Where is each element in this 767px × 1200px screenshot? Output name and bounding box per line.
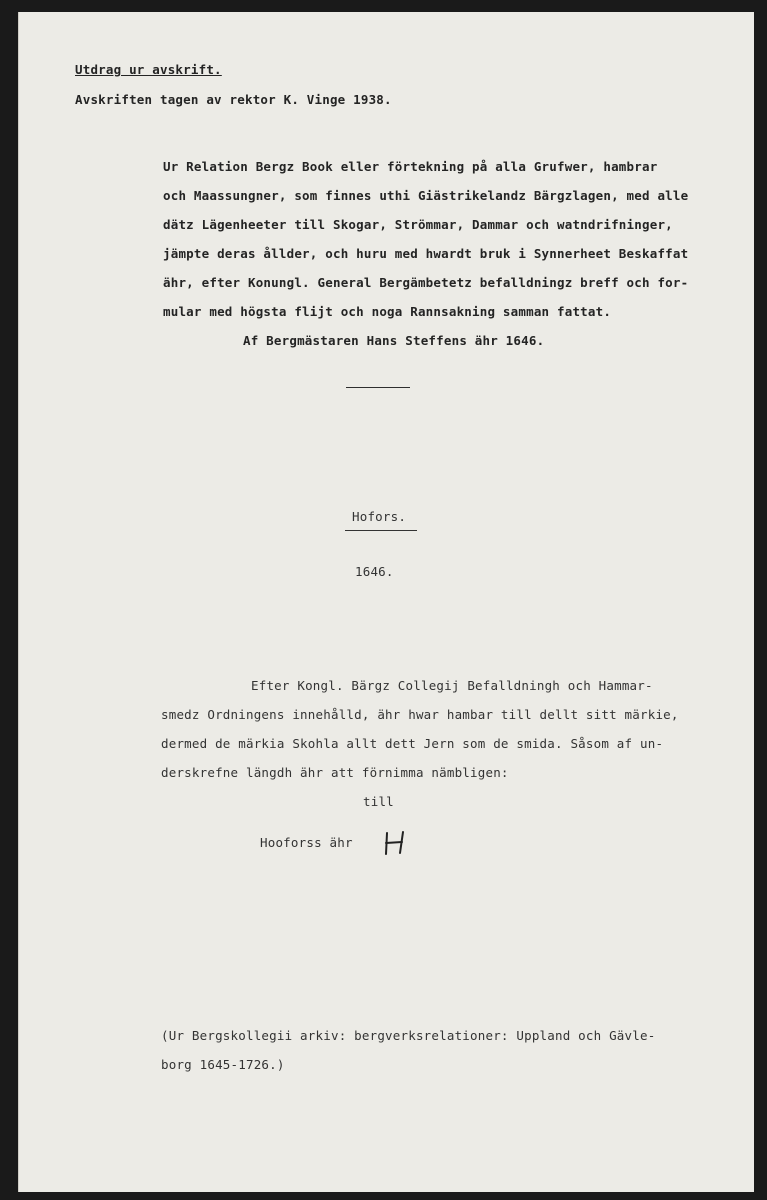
relation-line: och Maassungner, som finnes uthi Giästrikelandz Bärgzlagen, med alle — [163, 188, 689, 203]
section-divider — [346, 387, 410, 388]
body-line: smedz Ordningens innehålld, ähr hwar hambar till dellt sitt märkie, — [161, 707, 679, 722]
relation-line: ähr, efter Konungl. General Bergämbetetz befalldningz breff och for- — [163, 275, 689, 290]
relation-line: mular med högsta flijt och noga Rannsakning samman fattat. — [163, 304, 612, 319]
relation-author: Af Bergmästaren Hans Steffens ähr 1646. — [243, 333, 545, 348]
body-line: derskrefne längdh ähr att förnimma nämbligen: — [161, 765, 509, 780]
section-place: Hofors. — [352, 509, 407, 524]
source-line: borg 1645-1726.) — [161, 1057, 285, 1072]
relation-line: jämpte deras ållder, och huru med hwardt bruk i Synnerheet Beskaffat — [163, 246, 689, 261]
document-subtitle: Avskriften tagen av rektor K. Vinge 1938. — [75, 92, 392, 107]
document-title: Utdrag ur avskrift. — [75, 62, 222, 77]
relation-line: dätz Lägenheeter till Skogar, Strömmar, Dammar och watndrifninger, — [163, 217, 673, 232]
mark-label: Hooforss ähr — [260, 835, 353, 850]
document-sheet — [18, 12, 754, 1192]
section-place-underline — [345, 530, 417, 531]
body-till: till — [363, 794, 394, 809]
body-line: Efter Kongl. Bärgz Collegij Befalldningh och Hammar- — [251, 678, 653, 693]
body-line: dermed de märkia Skohla allt dett Jern som de smida. Såsom af un- — [161, 736, 664, 751]
relation-line: Ur Relation Bergz Book eller förtekning på alla Grufwer, hambrar — [163, 159, 658, 174]
source-line: (Ur Bergskollegii arkiv: bergverksrelationer: Uppland och Gävle- — [161, 1028, 656, 1043]
smith-mark-h-icon — [383, 830, 407, 856]
section-year: 1646. — [355, 564, 394, 579]
